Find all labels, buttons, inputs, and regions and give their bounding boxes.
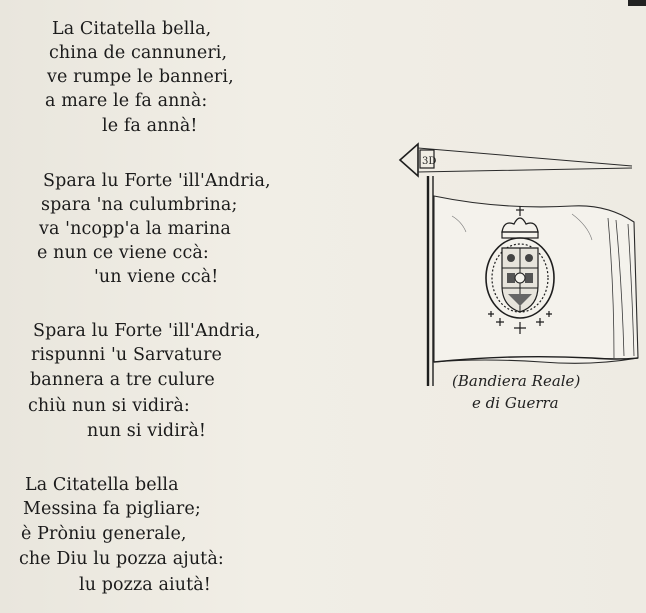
flag-caption-line1: (Bandiera Reale) [452,372,581,390]
flag-drawing [392,136,646,436]
poem-line: 'un viene ccà! [94,267,219,287]
poem-line: che Diu lu pozza ajutà: [19,549,224,569]
poem-line: e nun ce viene ccà: [37,243,209,263]
flag-caption-line2: e di Guerra [472,394,559,412]
page-edge-mark [628,0,646,6]
poem-line: è Pròniu generale, [21,524,187,544]
poem-line: La Citatella bella [25,475,179,495]
pennant-tip-icon [400,144,418,176]
poem-line: bannera a tre culure [30,370,215,390]
poem-line: chiù nun si vidirà: [28,396,190,416]
poem-line: lu pozza aiutà! [79,575,211,595]
poem-line: va 'ncopp'a la marina [39,219,231,239]
poem-line: ve rumpe le banneri, [47,67,234,87]
royal-flag-illustration [392,136,646,436]
poem-line: spara 'na culumbrina; [41,195,238,215]
poem-line: La Citatella bella, [52,19,212,39]
poem-line: Messina fa pigliare; [23,499,201,519]
poem-line: Spara lu Forte 'ill'Andria, [43,171,271,191]
poem-line: Spara lu Forte 'ill'Andria, [33,321,261,341]
poem-line: a mare le fa annà: [45,91,208,111]
poem-line: le fa annà! [102,116,198,136]
poem-line: nun si vidirà! [87,421,207,441]
poem-line: rispunni 'u Sarvature [31,345,222,365]
svg-text:3D: 3D [422,156,437,167]
poem-line: china de cannuneri, [49,43,228,63]
